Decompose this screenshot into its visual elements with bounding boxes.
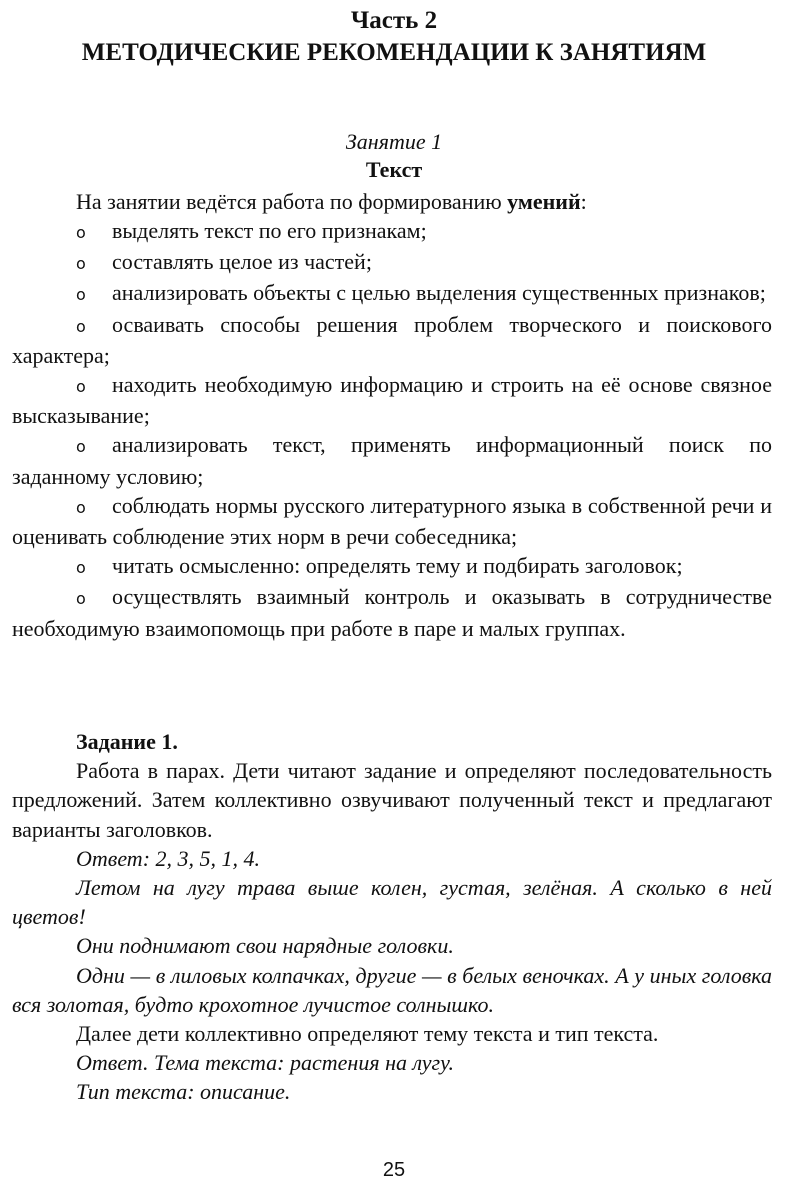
list-item bbox=[12, 216, 772, 247]
skill-text: осуществлять взаимный контроль и оказывать в сотрудничестве необходимую взаимопомощь при работе в паре и малых группах. bbox=[12, 584, 772, 641]
list-item bbox=[12, 551, 772, 582]
list-item bbox=[12, 310, 772, 370]
skill-text: соблюдать нормы русского литературного языка в собственной речи и оценивать соблюдение этих норм в речи собеседника; bbox=[12, 492, 772, 550]
skill-text: находить необходимую информацию и строить на её основе связное высказывание; bbox=[12, 372, 772, 429]
chapter-title: МЕТОДИЧЕСКИЕ РЕКОМЕНДАЦИИ К ЗАНЯТИЯМ bbox=[81, 39, 707, 66]
skill-text: читать осмысленно: определять тему и подбирать заголовок; bbox=[112, 553, 683, 579]
task-heading: Задание 1. bbox=[76, 729, 178, 754]
list-item bbox=[12, 582, 772, 642]
bullet-marker: o bbox=[76, 589, 86, 609]
answer-type: Тип текста: описание. bbox=[76, 1079, 291, 1105]
list-item bbox=[12, 430, 772, 490]
page-number: 25 bbox=[382, 1159, 406, 1181]
skill-text: анализировать объекты с целью выделения существенных признаков; bbox=[112, 280, 766, 306]
followup-instruction: Далее дети коллективно определяют тему текста и тип текста. bbox=[76, 1021, 659, 1047]
bullet-marker: o bbox=[76, 316, 86, 336]
list-item bbox=[12, 278, 772, 309]
task-instruction: Работа в парах. Дети читают задание и определяют последовательность предложений. Затем коллективно озвучивают полученный текст и предлагают варианты заголовков. bbox=[12, 758, 772, 842]
skills-list bbox=[12, 216, 772, 643]
skill-text: анализировать текст, применять информационный поиск по заданному условию; bbox=[12, 432, 772, 489]
bullet-marker: o bbox=[76, 437, 86, 457]
skill-text: составлять целое из частей; bbox=[112, 249, 372, 275]
lesson-intro bbox=[12, 187, 772, 216]
intro-prefix: На занятии ведётся работа по формированию bbox=[76, 189, 508, 214]
bullet-marker: o bbox=[76, 254, 86, 274]
text-line: Они поднимают свои нарядные головки. bbox=[76, 933, 454, 959]
list-item bbox=[12, 491, 772, 551]
intro-paragraph bbox=[12, 187, 772, 216]
bullet-marker: o bbox=[76, 558, 86, 578]
lesson-number: Занятие 1 bbox=[345, 129, 443, 154]
bullet-marker: o bbox=[76, 377, 86, 397]
intro-suffix: : bbox=[580, 189, 587, 214]
text-line: Одни — в лиловых колпачках, другие — в белых веночках. А у иных головка вся золотая, будто крохотное лучистое солнышко. bbox=[12, 962, 772, 1017]
bullet-marker: o bbox=[76, 223, 86, 242]
answer-topic: Ответ. Тема текста: растения на лугу. bbox=[76, 1050, 455, 1076]
skill-text: выделять текст по его признакам; bbox=[112, 218, 427, 243]
task-1-section bbox=[12, 727, 772, 1107]
intro-bold-word: умений bbox=[507, 189, 581, 214]
list-item bbox=[12, 247, 772, 278]
bullet-marker: o bbox=[76, 497, 86, 517]
text-line: Летом на лугу трава выше колен, густая, зелёная. А сколько в ней цветов! bbox=[12, 875, 772, 930]
lesson-topic: Текст bbox=[365, 157, 423, 182]
part-heading: Часть 2 bbox=[350, 7, 438, 34]
skill-text: осваивать способы решения проблем творческого и поискового характера; bbox=[12, 311, 772, 368]
bullet-marker: o bbox=[76, 285, 86, 305]
answer-order: Ответ: 2, 3, 5, 1, 4. bbox=[76, 845, 261, 871]
list-item bbox=[12, 370, 772, 430]
